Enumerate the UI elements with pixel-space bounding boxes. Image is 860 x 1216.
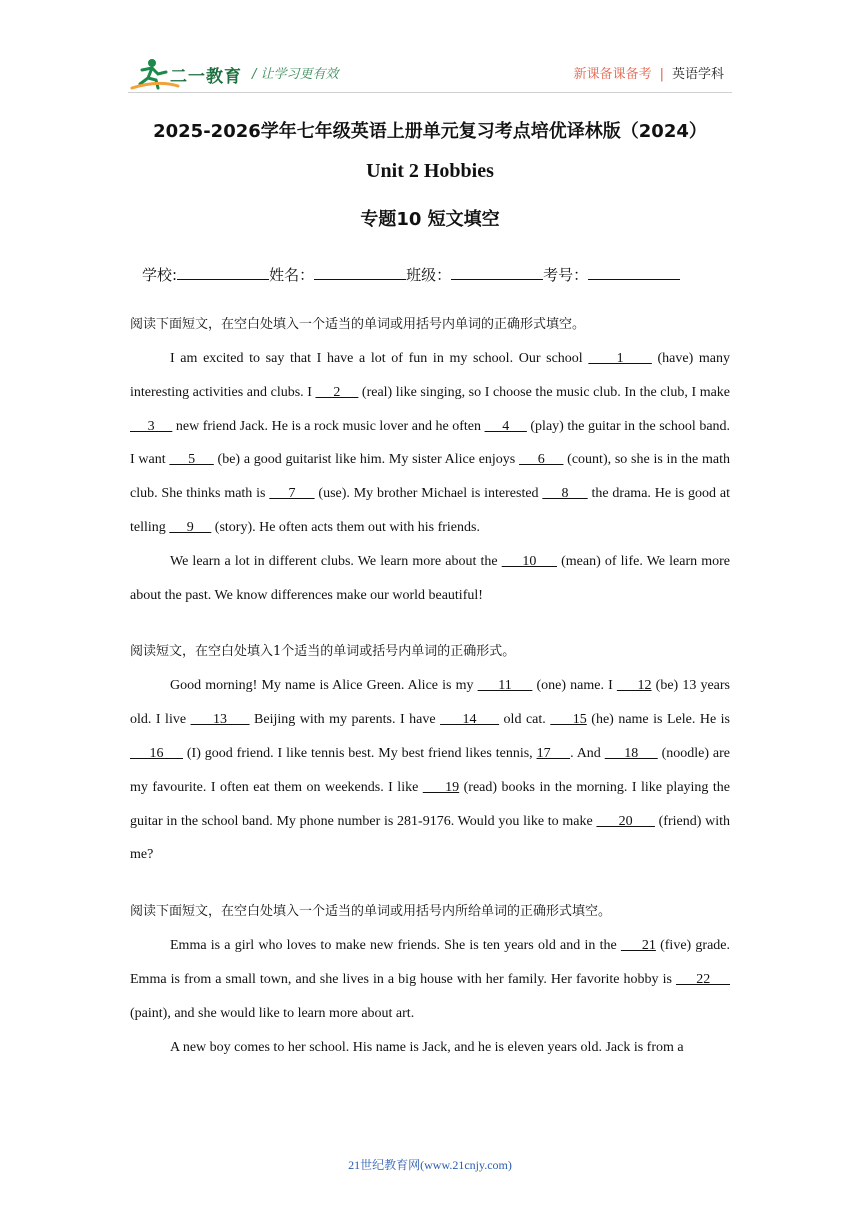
blank-number[interactable]: 20 [596, 813, 655, 829]
blank-number[interactable]: 4 [484, 418, 527, 434]
section-instruction: 阅读下面短文，在空白处填入一个适当的单词或用括号内单词的正确形式填空。 [130, 317, 586, 332]
passage-paragraph: Good morning! My name is Alice Green. Alice is my 11 (one) name. I 12 (be) 13 years old. I live 13 Beijing with my parents. I have 14 old cat. 15 (he) name is Lele. He is 16 (I) good friend. I like tennis best. My best friend likes tennis, 17 . And 18 (noodle) are my favourite. I often eat them on weekends. I like 19 (read) books in the morning. I like playing the guitar in the school band. My phone number is 281-9176. Would you like to make 20 (friend) with me? [130, 678, 731, 863]
blank-number[interactable]: 21 [620, 938, 656, 954]
blank-number[interactable]: 13 [190, 712, 250, 728]
page-header [0, 0, 860, 100]
school-label: 学校: [142, 266, 178, 284]
blank-number[interactable]: 8 [542, 486, 588, 502]
blank-number[interactable]: 9 [169, 519, 212, 535]
number-label: 考号： [543, 266, 589, 284]
student-info-row [142, 264, 680, 285]
unit-title: Unit 2 Hobbies [366, 160, 494, 182]
passage-paragraph: I am excited to say that I have a lot of fun in my school. Our school 1 (have) many interesting activities and clubs. I 2 (real) like singing, so I choose the music club. In the club, I make 3 new friend Jack. He is a rock music lover and he often 4 (play) the guitar in the school band. I want 5 (be) a good guitarist like him. My sister Alice enjoys 6 (count), so she is in the math club. She thinks math is 7 (use). My brother Michael is interested 8 the drama. He is good at telling 9 (story). He often acts them out with his friends. [130, 351, 731, 535]
logo-text: 二一教育 [170, 67, 242, 87]
blank-number[interactable]: 15 [550, 712, 587, 728]
school-field[interactable] [177, 265, 269, 280]
number-field[interactable] [588, 265, 680, 280]
passage-paragraph: Emma is a girl who loves to make new friends. She is ten years old and in the 21 (five) grade. Emma is from a small town, and she lives in a big house with her family. Her favorite hobby is 22 (paint), and she would like to learn more about art. [130, 938, 731, 1021]
blank-number[interactable]: 2 [315, 384, 359, 400]
blank-number[interactable]: 6 [519, 452, 564, 468]
blank-number[interactable]: 22 [676, 971, 731, 987]
header-right [574, 63, 724, 82]
slogan: / 让学习更有效 [252, 67, 339, 82]
blank-number[interactable]: 1 [588, 351, 652, 366]
name-field[interactable] [314, 265, 406, 280]
class-field[interactable] [451, 265, 543, 280]
blank-number[interactable]: 16 [130, 745, 183, 761]
header-divider [128, 92, 732, 93]
exercise-content [130, 308, 730, 1064]
blank-number[interactable]: 17 [536, 745, 571, 761]
doc-title: 2025-2026学年七年级英语上册单元复习考点培优译林版（2024） [153, 121, 707, 142]
section-gap [130, 872, 730, 895]
passage-paragraph: We learn a lot in different clubs. We learn more about the 10 (mean) of life. We learn more about the past. We know differences make our world beautiful! [130, 553, 731, 603]
blank-number[interactable]: 19 [422, 779, 460, 795]
header-separator: | [659, 67, 664, 82]
topic-title: 专题10 短文填空 [360, 209, 500, 230]
passage-paragraph: A new boy comes to her school. His name is Jack, and he is eleven years old. Jack is from a [170, 1039, 684, 1055]
blank-number[interactable]: 11 [477, 678, 533, 694]
header-label: 新课备课备考 [573, 67, 652, 82]
subject-label: 英语学科 [671, 67, 724, 82]
class-label: 班级： [406, 266, 452, 284]
blank-number[interactable]: 10 [501, 553, 557, 569]
blank-number[interactable]: 3 [130, 418, 173, 434]
section-instruction: 阅读下面短文，在空白处填入一个适当的单词或用括号内所给单词的正确形式填空。 [130, 904, 612, 920]
blank-number[interactable]: 12 [616, 678, 652, 694]
blank-number[interactable]: 18 [604, 745, 658, 761]
blank-number[interactable]: 5 [169, 452, 214, 468]
blank-number[interactable]: 7 [269, 486, 315, 502]
section-instruction: 阅读短文，在空白处填入1个适当的单词或括号内单词的正确形式。 [130, 644, 516, 660]
blank-number[interactable]: 14 [440, 712, 500, 728]
section-gap [130, 612, 730, 635]
footer-source: 21世纪教育网(www.21cnjy.com) [348, 1158, 512, 1172]
name-label: 姓名： [269, 266, 315, 284]
